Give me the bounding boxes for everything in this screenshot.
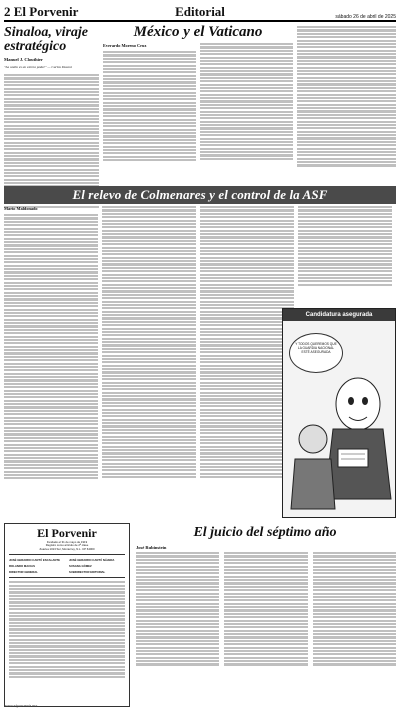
column-mexico-vaticano bbox=[103, 24, 293, 161]
article-body-asf-2 bbox=[102, 206, 196, 478]
headline-mexico-vaticano[interactable]: México y el Vaticano bbox=[133, 24, 263, 40]
cartoon-title: Candidatura asegurada bbox=[283, 309, 395, 321]
newspaper-masthead-box bbox=[4, 523, 130, 707]
issue-date: sábado 26 de abril de 2025 bbox=[335, 14, 396, 20]
article-body-asf-1 bbox=[4, 214, 98, 479]
column-sinaloa bbox=[4, 26, 99, 208]
staff-role: SUBDIRECTOR EDITORIAL bbox=[69, 570, 106, 575]
headline-juicio[interactable]: El juicio del séptimo año bbox=[193, 525, 337, 540]
section-title: Editorial bbox=[175, 4, 225, 19]
epigraph-quote: "La unión es un eterno poder" — Carlos Dusoni bbox=[4, 65, 72, 69]
byline-mexico: Everardo Moreno Cruz bbox=[103, 43, 147, 48]
article-body-right bbox=[297, 26, 396, 167]
page-header bbox=[4, 2, 396, 22]
article-body-mexico-1 bbox=[103, 51, 196, 161]
staff-role: DIRECTOR GENERAL bbox=[9, 570, 39, 575]
masthead-line: Zuazua 1013 Sur, Monterrey, N.L. CP 64000 bbox=[39, 546, 95, 551]
article-body-juicio-2 bbox=[224, 552, 307, 666]
masthead-details bbox=[5, 581, 129, 678]
byline-asf: Mario Maldonado bbox=[4, 206, 38, 211]
staff-name: ROLANDO MACIAS bbox=[9, 564, 35, 569]
cartoon-speech-bubble: Y TODOS QUEREMOS QUE LA GUARDIA NACIONAL ESTÉ ASEGURADA bbox=[289, 333, 343, 373]
headline-asf: El relevo de Colmenares y el control de la ASF bbox=[72, 187, 328, 202]
staff-name: JOSÉ GERARDO CANTÚ NÁJERA bbox=[69, 558, 115, 563]
article-body-asf-3 bbox=[200, 206, 294, 478]
article-body-juicio-3 bbox=[313, 552, 396, 666]
article-juicio bbox=[136, 552, 396, 666]
article-body-juicio-1 bbox=[136, 552, 219, 666]
byline-juicio: José Rubinstein bbox=[136, 545, 167, 550]
headline-sinaloa[interactable]: Sinaloa, viraje estratégico bbox=[4, 25, 89, 54]
column-right bbox=[297, 26, 396, 167]
byline-sinaloa: Manuel J. Clouthier bbox=[4, 57, 43, 62]
article-body-mexico-2 bbox=[200, 43, 293, 160]
editorial-cartoon[interactable] bbox=[282, 308, 396, 518]
masthead-line: Registro como artículo de 2ª clase bbox=[45, 543, 89, 548]
newspaper-logo: El Porvenir bbox=[37, 526, 97, 540]
headline-asf-banner[interactable] bbox=[4, 186, 396, 204]
staff-name: JOSÉ GERARDO CANTÚ ESCALANTE bbox=[9, 558, 60, 563]
website-url[interactable]: www.elporvenir.mx bbox=[4, 703, 38, 708]
masthead-line: Fundado el 31 de mayo de 1919 bbox=[46, 540, 88, 544]
cartoon-drawing-icon bbox=[283, 309, 396, 518]
page-number-label: 2 El Porvenir bbox=[4, 4, 79, 19]
article-body-asf-4 bbox=[298, 206, 392, 286]
staff-name: SUSANA GÓMEZ bbox=[69, 564, 92, 569]
